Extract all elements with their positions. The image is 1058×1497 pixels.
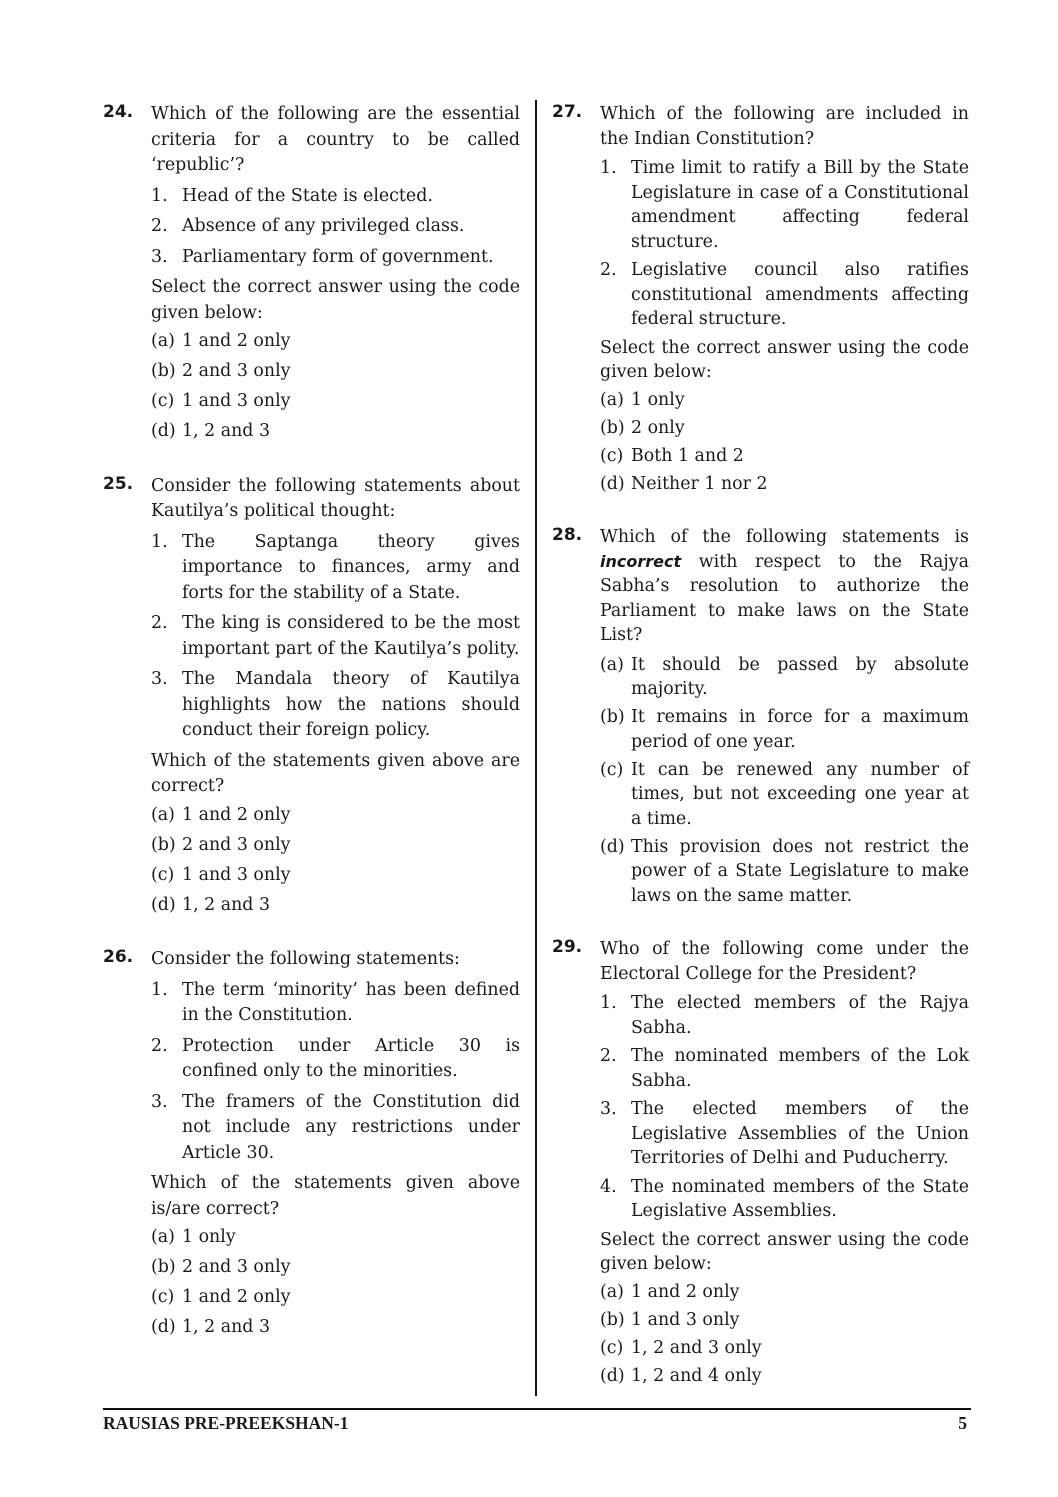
statement-item xyxy=(151,1090,520,1167)
statement-item xyxy=(151,184,520,210)
option-text: 1, 2 and 3 xyxy=(182,421,271,441)
option-label: (c) xyxy=(151,864,175,885)
emphasis-incorrect: incorrect xyxy=(600,551,682,571)
option-text: 1 only xyxy=(631,389,685,410)
statement-number: 3. xyxy=(600,1099,617,1119)
option-item xyxy=(600,1308,969,1333)
question-text-start: Which of the following statements is xyxy=(600,527,969,547)
option-item xyxy=(600,416,969,441)
statement-list xyxy=(151,978,520,1167)
option-item xyxy=(600,444,969,469)
question-text xyxy=(600,525,969,648)
statement-item xyxy=(151,530,520,607)
option-text: 1 and 2 only xyxy=(631,1281,740,1302)
page-number: 5 xyxy=(958,1413,967,1433)
statement-text: Head of the State is elected. xyxy=(182,185,433,206)
option-list xyxy=(600,388,969,497)
option-item xyxy=(151,803,520,829)
option-item xyxy=(151,1225,520,1251)
option-text: 1, 2 and 3 only xyxy=(631,1337,762,1358)
option-item xyxy=(600,1336,969,1361)
right-column xyxy=(552,102,969,1392)
statement-number: 1. xyxy=(151,531,168,552)
option-label: (c) xyxy=(600,445,624,466)
statement-item xyxy=(151,214,520,240)
statement-number: 4. xyxy=(600,1176,617,1197)
option-list xyxy=(151,1225,520,1341)
statement-number: 3. xyxy=(151,669,168,689)
option-label: (a) xyxy=(151,1227,175,1247)
statement-list xyxy=(600,156,969,332)
statement-item xyxy=(600,156,969,254)
statement-text: The Mandala theory of Kautilya highlights how the nations should conduct their foreign policy. xyxy=(182,669,520,740)
question-text: Consider the following statements about Kautilya’s political thought: xyxy=(151,475,520,521)
option-label: (b) xyxy=(600,1309,625,1330)
statement-item xyxy=(151,611,520,662)
statement-text: Parliamentary form of government. xyxy=(182,246,494,267)
answer-instruction: Select the correct answer using the code given below: xyxy=(600,337,969,382)
option-item xyxy=(600,388,969,413)
statement-item xyxy=(151,1034,520,1085)
option-text: 2 and 3 only xyxy=(182,834,291,855)
option-item xyxy=(600,653,969,702)
statement-text: Protection under Article 30 is confined only to the minorities. xyxy=(182,1035,520,1081)
statement-text: The Saptanga theory gives importance to finances, army and forts for the stability of a State. xyxy=(182,531,520,603)
statement-item xyxy=(600,1044,969,1093)
statement-number: 3. xyxy=(151,1091,168,1112)
option-label: (d) xyxy=(151,1317,176,1337)
question-29 xyxy=(552,937,969,1388)
option-text: It remains in force for a maximum period of one year. xyxy=(631,707,969,752)
option-text: 1 only xyxy=(182,1227,236,1247)
option-text: Neither 1 nor 2 xyxy=(631,473,768,494)
statement-number: 1. xyxy=(151,979,168,1000)
statement-list xyxy=(151,184,520,271)
statement-list xyxy=(600,991,969,1224)
statement-number: 2. xyxy=(151,216,168,236)
option-text: 1 and 2 only xyxy=(182,1287,291,1307)
option-label: (d) xyxy=(151,894,176,915)
statement-text: The term ‘minority’ has been defined in the Constitution. xyxy=(182,979,520,1025)
option-item xyxy=(600,705,969,754)
option-item xyxy=(600,758,969,832)
statement-text: Time limit to ratify a Bill by the State Legislature in case of a Constitutional amendment affecting federal structure. xyxy=(631,158,969,252)
question-27 xyxy=(552,102,969,496)
statement-item xyxy=(151,245,520,271)
option-label: (b) xyxy=(600,707,625,727)
question-text-end: with respect to the Rajya Sabha’s resolution to authorize the Parliament to make laws on the State List? xyxy=(600,551,969,645)
option-text: This provision does not restrict the power of a State Legislature to make laws on the same matter. xyxy=(631,836,969,906)
column-divider xyxy=(535,100,537,1396)
option-text: 1 and 3 only xyxy=(631,1309,740,1330)
answer-instruction: Which of the statements given above is/are correct? xyxy=(151,1173,520,1219)
question-number: 29. xyxy=(552,937,583,957)
statement-text: The nominated members of the Lok Sabha. xyxy=(631,1046,969,1091)
option-item xyxy=(151,359,520,385)
option-item xyxy=(600,1364,969,1389)
option-item xyxy=(600,1280,969,1305)
option-text: 2 and 3 only xyxy=(182,361,291,381)
option-item xyxy=(151,1285,520,1311)
statement-number: 2. xyxy=(151,613,168,633)
question-28 xyxy=(552,525,969,908)
option-list xyxy=(151,329,520,445)
option-label: (a) xyxy=(600,389,624,410)
option-label: (a) xyxy=(600,654,624,675)
option-label: (b) xyxy=(151,361,176,381)
option-label: (c) xyxy=(151,1287,175,1307)
option-label: (a) xyxy=(151,331,175,351)
statement-text: The nominated members of the State Legislative Assemblies. xyxy=(631,1176,969,1221)
option-item xyxy=(151,389,520,415)
option-list xyxy=(600,1280,969,1389)
statement-text: Absence of any privileged class. xyxy=(182,216,465,236)
option-text: 2 only xyxy=(631,417,685,438)
question-24 xyxy=(103,102,520,445)
option-text: 1 and 2 only xyxy=(182,804,291,825)
option-label: (d) xyxy=(600,836,625,857)
question-text: Which of the following are included in the Indian Constitution? xyxy=(600,104,969,149)
option-item xyxy=(151,833,520,859)
option-label: (b) xyxy=(151,834,176,855)
option-text: 1, 2 and 4 only xyxy=(631,1365,762,1386)
statement-item xyxy=(600,1097,969,1171)
option-label: (c) xyxy=(600,759,624,780)
option-item xyxy=(600,472,969,497)
option-item xyxy=(151,329,520,355)
option-text: It can be renewed any number of times, but not exceeding one year at a time. xyxy=(631,759,969,829)
option-label: (a) xyxy=(151,804,175,825)
statement-text: The elected members of the Rajya Sabha. xyxy=(631,993,969,1038)
statement-item xyxy=(151,667,520,744)
option-label: (c) xyxy=(151,391,175,411)
left-column xyxy=(103,102,520,1345)
statement-item xyxy=(600,1175,969,1224)
statement-number: 2. xyxy=(600,260,617,280)
option-text: 1 and 2 only xyxy=(182,331,291,351)
statement-item xyxy=(600,991,969,1040)
option-item xyxy=(151,1255,520,1281)
option-text: 1 and 3 only xyxy=(182,864,291,885)
answer-instruction: Select the correct answer using the code given below: xyxy=(151,277,520,323)
statement-text: The framers of the Constitution did not include any restrictions under Article 30. xyxy=(182,1091,520,1163)
question-number: 25. xyxy=(103,473,134,494)
option-list xyxy=(600,653,969,909)
question-number: 27. xyxy=(552,102,583,122)
statement-number: 1. xyxy=(600,158,617,178)
statement-item xyxy=(151,978,520,1029)
option-label: (c) xyxy=(600,1337,624,1358)
question-text: Which of the following are the essential criteria for a country to be called ‘republic’? xyxy=(151,104,520,175)
option-item xyxy=(151,893,520,919)
option-label: (d) xyxy=(600,473,625,494)
option-item xyxy=(151,1315,520,1341)
option-item xyxy=(151,419,520,445)
option-label: (b) xyxy=(151,1257,176,1277)
option-text: 1 and 3 only xyxy=(182,391,291,411)
footer-title: RAUSIAS PRE-PREEKSHAN-1 xyxy=(103,1413,349,1433)
option-text: 1, 2 and 3 xyxy=(182,894,271,915)
footer-rule xyxy=(103,1408,971,1410)
option-text: 2 and 3 only xyxy=(182,1257,291,1277)
statement-list xyxy=(151,530,520,744)
option-list xyxy=(151,803,520,919)
statement-item xyxy=(600,258,969,332)
question-number: 26. xyxy=(103,947,134,967)
statement-number: 1. xyxy=(151,185,168,206)
option-item xyxy=(151,863,520,889)
question-25 xyxy=(103,474,520,919)
statement-number: 1. xyxy=(600,993,617,1013)
option-label: (a) xyxy=(600,1281,624,1302)
option-label: (d) xyxy=(151,421,176,441)
statement-number: 3. xyxy=(151,246,168,267)
option-item xyxy=(600,835,969,909)
option-text: 1, 2 and 3 xyxy=(182,1317,271,1337)
option-text: Both 1 and 2 xyxy=(631,445,744,466)
option-text: It should be passed by absolute majority. xyxy=(631,654,969,699)
question-number: 28. xyxy=(552,525,583,545)
option-label: (d) xyxy=(600,1365,625,1386)
question-number: 24. xyxy=(103,102,134,122)
statement-text: The king is considered to be the most important part of the Kautilya’s polity. xyxy=(182,613,520,659)
option-label: (b) xyxy=(600,417,625,438)
statement-text: The elected members of the Legislative Assemblies of the Union Territories of Delhi and Puducherry. xyxy=(631,1099,969,1168)
statement-number: 2. xyxy=(151,1035,168,1056)
answer-instruction: Which of the statements given above are correct? xyxy=(151,750,520,796)
statement-number: 2. xyxy=(600,1046,617,1066)
question-text: Consider the following statements: xyxy=(151,949,460,969)
statement-text: Legislative council also ratifies constitutional amendments affecting federal structure. xyxy=(631,260,969,329)
question-text: Who of the following come under the Electoral College for the President? xyxy=(600,939,969,984)
question-26 xyxy=(103,947,520,1341)
answer-instruction: Select the correct answer using the code given below: xyxy=(600,1229,969,1274)
